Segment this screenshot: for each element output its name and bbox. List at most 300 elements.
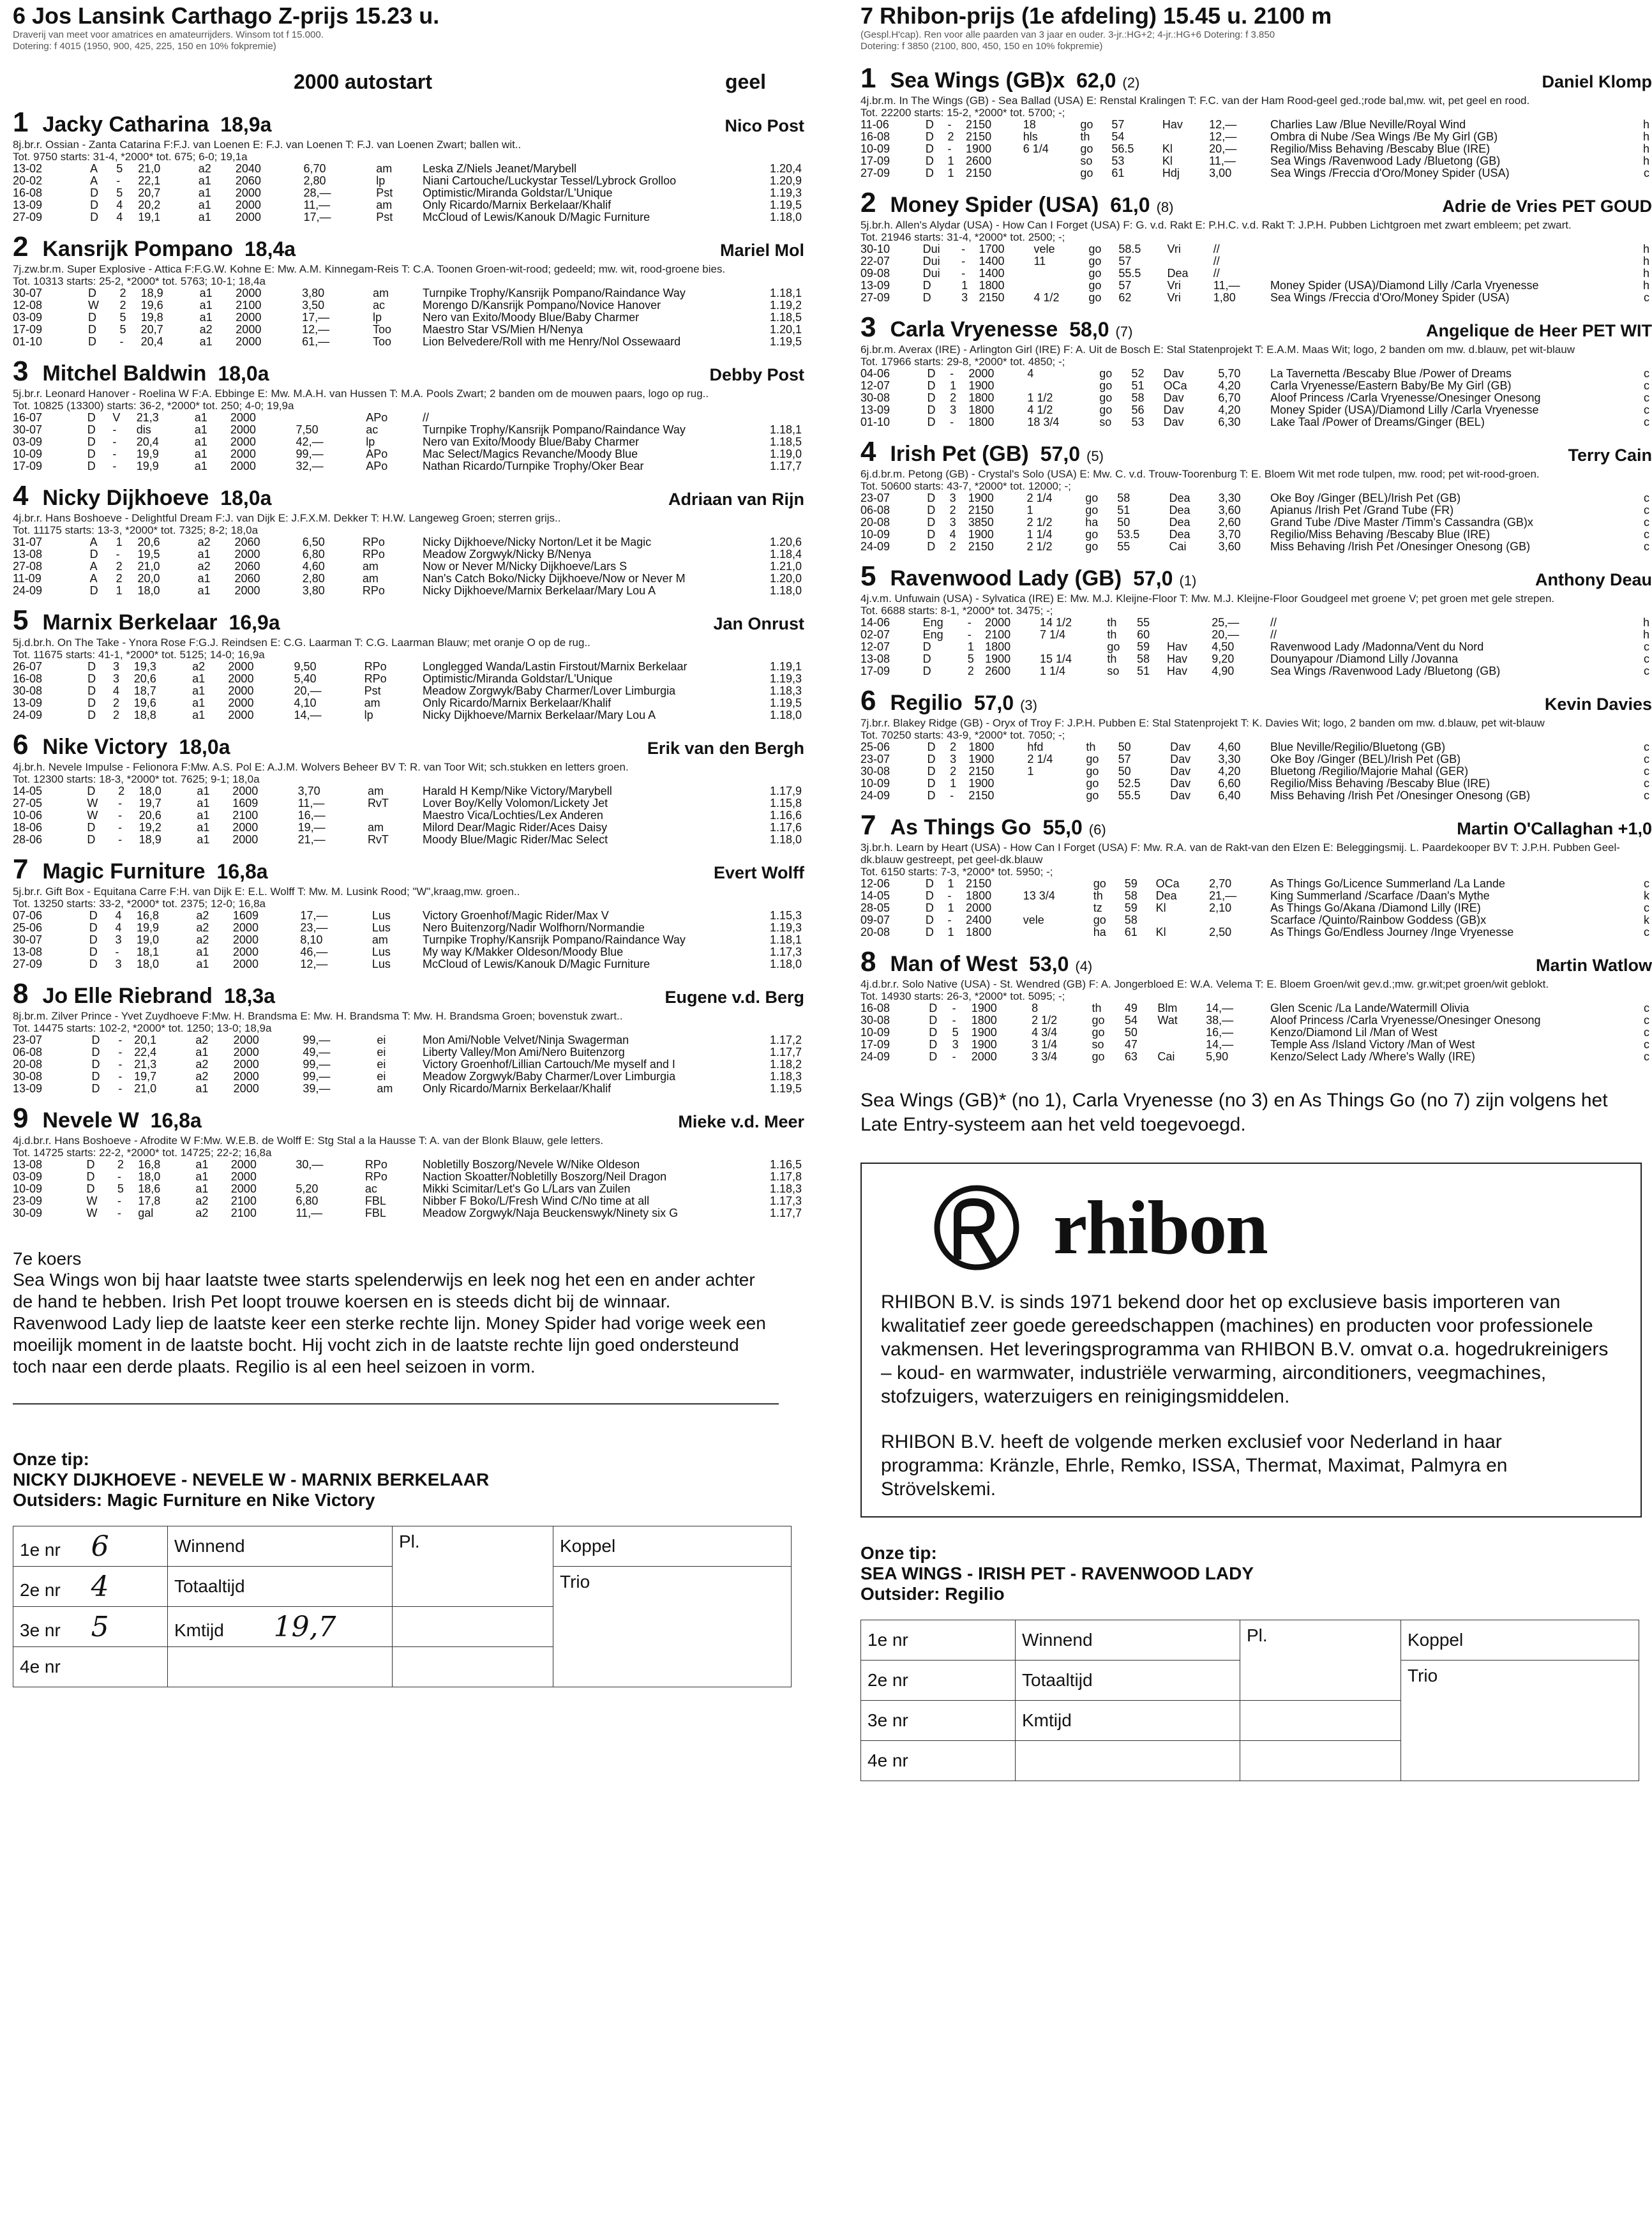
form-row	[860, 255, 1652, 267]
form-cell: 23-07	[860, 753, 890, 765]
form-cell: 1.17,6	[769, 821, 802, 834]
form-cell: Dui	[922, 255, 940, 267]
form-cell: go	[1085, 492, 1099, 504]
form-cell: 6,80	[296, 1194, 319, 1207]
horse-name: Kansrijk Pompano	[42, 237, 233, 261]
form-cell: -	[117, 1207, 121, 1219]
jockey-name: Erik van den Bergh	[647, 739, 804, 758]
form-cell: Dea	[1169, 504, 1190, 516]
horse-name-line	[860, 312, 1132, 343]
form-row	[13, 685, 804, 697]
form-row	[860, 492, 1652, 504]
horse-number: 5	[13, 605, 29, 636]
form-cell: Hdj	[1162, 167, 1180, 179]
form-cell: 14-05	[860, 889, 890, 902]
form-cell: W	[87, 809, 98, 822]
form-row	[860, 529, 1652, 541]
form-cell: lp	[373, 311, 382, 324]
form-cell: 39,—	[303, 1082, 331, 1095]
rhibon-emblem-icon	[919, 1177, 1047, 1279]
horse-pedigree: 8j.br.r. Ossian - Zanta Catarina F:F.J. van Loenen E: F.J. van Loenen T: F.J. van Loenen Zwart; ballen wit..	[13, 139, 522, 151]
form-cell: 3	[115, 958, 122, 970]
form-cell	[1156, 914, 1210, 926]
form-cell: ei	[377, 1058, 386, 1071]
form-cell: Dea	[1169, 492, 1190, 504]
form-row	[13, 822, 804, 834]
horse-rating: 57,0	[1040, 442, 1081, 465]
form-cell	[1033, 267, 1088, 280]
form-cell: 12-08	[13, 299, 43, 312]
form-row	[13, 785, 804, 797]
horse-entry	[860, 685, 1652, 802]
form-cell: Lake Taal /Power of Dreams/Ginger (BEL)	[1270, 416, 1485, 428]
form-cell: D	[925, 926, 934, 938]
form-cell: D	[927, 777, 936, 790]
horse-header	[13, 605, 804, 636]
form-cell: 4	[116, 199, 123, 211]
box-kmtijd[interactable]: Kmtijd	[1016, 1701, 1240, 1741]
form-cell: 17-09	[13, 323, 43, 336]
box-winnend[interactable]: Winnend	[1016, 1620, 1240, 1661]
form-cell: go	[1092, 1026, 1105, 1039]
form-cell: c	[1644, 391, 1649, 404]
form-cell: 19,9	[136, 460, 159, 472]
form-cell: D	[91, 1082, 100, 1095]
form-row	[13, 585, 804, 597]
form-cell: 13-09	[13, 697, 43, 709]
form-cell: 16-08	[13, 186, 43, 199]
form-row	[860, 778, 1652, 790]
horse-totals: Tot. 14475 starts: 102-2, *2000* tot. 1250; 13-0; 18,9a	[13, 1022, 272, 1034]
form-cell: 16,—	[1206, 1026, 1234, 1039]
form-cell: a2	[197, 560, 211, 573]
horse-number: 7	[860, 810, 876, 841]
box-totaaltijd[interactable]: Totaaltijd	[168, 1567, 393, 1607]
form-cell: D	[88, 311, 97, 324]
comment-title: 7e koers	[13, 1249, 82, 1269]
horse-pedigree: 5j.d.br.h. On The Take - Ynora Rose F:G.J. Reindsen E: C.G. Laarman T: C.G. Laarman Blauw; met oranje O op de rug..	[13, 636, 590, 649]
form-cell: go	[1088, 279, 1102, 292]
horse-name: Marnix Berkelaar	[42, 610, 218, 635]
form-cell: 58	[1137, 652, 1150, 665]
form-cell: Money Spider (USA)/Diamond Lilly /Carla Vryenesse	[1270, 279, 1539, 292]
form-cell: 1609	[232, 909, 259, 922]
box-empty	[393, 1647, 553, 1687]
race-conditions: Draverij van meet voor amatrices en amateurrijders. Winsom tot f 15.000.	[13, 29, 324, 40]
form-cell: Nan's Catch Boko/Nicky Dijkhoeve/Now or Never M	[423, 572, 686, 585]
form-cell: go	[1099, 391, 1113, 404]
form-cell: 1	[967, 640, 974, 653]
form-cell: 1.18,3	[769, 684, 802, 697]
form-cell: 23-07	[860, 492, 890, 504]
box-koppel[interactable]: Koppel	[553, 1526, 792, 1567]
form-cell: 4,10	[294, 697, 317, 709]
form-cell: c	[1644, 167, 1649, 179]
form-row	[13, 211, 804, 223]
form-cell: //	[423, 411, 430, 424]
form-row	[13, 199, 804, 211]
form-cell: D	[91, 1070, 100, 1083]
form-cell: 50	[1118, 741, 1131, 753]
form-cell: 13-09	[860, 403, 890, 416]
box-empty	[168, 1647, 393, 1687]
form-cell: -	[118, 1058, 123, 1071]
form-cell: 1	[950, 777, 957, 790]
box-row-label: 2e nr 4	[13, 1567, 168, 1607]
box-trio[interactable]: Trio	[553, 1567, 792, 1687]
form-cell: 14,—	[1206, 1038, 1234, 1051]
horse-totals: Tot. 21946 starts: 31-4, *2000* tot. 2500; -;	[860, 231, 1065, 243]
form-cell: 10-09	[860, 528, 890, 541]
form-cell: Kl	[1155, 901, 1166, 914]
form-cell: D	[927, 753, 936, 765]
form-cell: 3	[950, 753, 957, 765]
horse-name: Nevele W	[42, 1108, 139, 1133]
form-row	[860, 404, 1652, 416]
form-row	[860, 641, 1652, 653]
form-cell: -	[117, 1170, 121, 1183]
form-row	[860, 1039, 1652, 1051]
form-cell: 10-09	[860, 142, 890, 155]
form-table	[13, 910, 804, 970]
form-cell: D	[927, 379, 936, 392]
form-cell: 1.17,3	[769, 945, 802, 958]
form-cell: 99,—	[303, 1034, 331, 1046]
horse-header	[13, 729, 804, 761]
form-cell: 1	[116, 584, 123, 597]
form-cell: 1.19,3	[769, 672, 802, 685]
horse-header	[13, 480, 804, 512]
form-cell: Nibber F Boko/L/Fresh Wind C/No time at all	[423, 1194, 650, 1207]
form-cell: 2150	[968, 765, 995, 778]
form-cell: 2000	[230, 1158, 257, 1171]
form-cell: 03-09	[13, 1170, 43, 1183]
form-cell: 1609	[232, 797, 259, 810]
form-cell: 5	[119, 311, 126, 324]
late-entry-note: Sea Wings (GB)* (no 1), Carla Vryenesse (no 3) en As Things Go (no 7) zijn volgens het Late Entry-systeem aan het veld toegevoegd.	[860, 1090, 1608, 1135]
form-cell: 2000	[235, 211, 261, 223]
form-cell: D	[88, 287, 97, 299]
horse-name-line	[13, 978, 282, 1010]
form-cell: 11,—	[1213, 279, 1240, 292]
form-cell: 2	[118, 785, 125, 797]
form-cell: am	[362, 572, 379, 585]
form-cell: 1.20,6	[769, 536, 802, 548]
form-cell: D	[922, 640, 931, 653]
jockey-name: Evert Wolff	[713, 863, 804, 882]
form-cell: th	[1093, 889, 1103, 902]
form-cell: Meadow Zorgwyk/Nicky B/Nenya	[423, 548, 592, 561]
form-cell: 2000	[230, 1182, 257, 1195]
form-cell: 1900	[966, 142, 992, 155]
horse-name-line	[13, 854, 274, 885]
left-column	[13, 0, 804, 1687]
form-cell: 20,2	[138, 199, 161, 211]
form-table	[860, 243, 1652, 304]
form-cell: go	[1088, 243, 1102, 255]
form-cell: Nobletilly Boszorg/Nevele W/Nike Oldeson	[423, 1158, 640, 1171]
form-cell: c	[1644, 379, 1649, 392]
form-cell: 31-07	[13, 536, 43, 548]
form-cell: Regilio/Miss Behaving /Bescaby Blue (IRE)	[1270, 142, 1491, 155]
form-row	[860, 790, 1652, 802]
form-cell: a2	[195, 1194, 209, 1207]
box-pl[interactable]: Pl.	[1240, 1620, 1401, 1701]
form-cell: h	[1642, 154, 1649, 167]
form-cell: 27-09	[860, 291, 890, 304]
form-cell: D	[87, 785, 96, 797]
horse-totals: Tot. 12300 starts: 18-3, *2000* tot. 7625; 9-1; 18,0a	[13, 773, 260, 785]
form-row	[860, 392, 1652, 404]
form-cell: 2	[949, 504, 956, 516]
form-cell: W	[86, 1194, 98, 1207]
form-cell: D	[87, 697, 96, 709]
form-cell: 1	[947, 877, 954, 890]
form-cell: 20,4	[136, 435, 159, 448]
form-cell: 58	[1117, 492, 1130, 504]
horse-header	[13, 231, 804, 263]
form-cell: 4	[115, 909, 122, 922]
form-cell: 3	[952, 1038, 959, 1051]
form-cell: 02-07	[860, 628, 890, 641]
race-title: 6 Jos Lansink Carthago Z-prijs 15.23 u.	[13, 3, 440, 29]
form-cell: Cai	[1169, 540, 1187, 553]
rhibon-wordmark: rhibon	[1053, 1185, 1267, 1270]
form-cell: a1	[194, 411, 207, 424]
form-cell: 1.19,5	[769, 199, 802, 211]
form-cell: 1	[947, 154, 954, 167]
form-cell: c	[1644, 540, 1649, 553]
form-cell: D	[922, 652, 931, 665]
form-cell: k	[1644, 914, 1649, 926]
form-cell: Ombra di Nube /Sea Wings /Be My Girl (GB)	[1270, 130, 1498, 143]
horse-number: 3	[13, 356, 29, 387]
form-cell: 2100	[985, 628, 1011, 641]
form-cell: 11,—	[1209, 154, 1236, 167]
form-cell	[757, 412, 804, 424]
form-cell: 38,—	[1206, 1014, 1234, 1027]
form-row	[860, 741, 1652, 753]
horse-entry	[13, 480, 804, 597]
form-cell	[1270, 267, 1605, 280]
form-cell: Optimistic/Miranda Goldstar/L'Unique	[423, 186, 613, 199]
horse-entry	[860, 810, 1652, 938]
horse-totals: Tot. 14725 starts: 22-2, *2000* tot. 14725; 22-2; 16,8a	[13, 1147, 272, 1159]
form-cell: Sea Wings /Ravenwood Lady /Bluetong (GB)	[1270, 154, 1501, 167]
box-koppel[interactable]: Koppel	[1401, 1620, 1639, 1661]
horse-number: 3	[860, 312, 876, 343]
form-cell: th	[1092, 1002, 1102, 1014]
form-cell: 51	[1131, 379, 1145, 392]
form-cell: D	[87, 672, 96, 685]
form-cell: 1.20,0	[769, 572, 802, 585]
horse-totals: Tot. 9750 starts: 31-4, *2000* tot. 675; 6-0; 19,1a	[13, 151, 248, 163]
form-row	[860, 1051, 1652, 1063]
form-cell: D	[925, 877, 934, 890]
race-prize: Dotering: f 3850 (2100, 800, 450, 150 en 10% fokpremie)	[860, 41, 1103, 52]
form-cell: 1400	[979, 267, 1005, 280]
form-cell: -	[961, 267, 966, 280]
form-cell: Dav	[1170, 789, 1191, 802]
box-trio[interactable]: Trio	[1401, 1661, 1639, 1781]
form-cell: 6 1/4	[1023, 142, 1049, 155]
form-cell: 2000	[230, 448, 256, 460]
form-cell: 2000	[233, 1034, 259, 1046]
form-cell: 30,—	[296, 1158, 324, 1171]
form-cell: //	[1270, 628, 1277, 641]
form-cell: a1	[194, 423, 207, 436]
form-cell: 58	[1131, 391, 1145, 404]
form-cell: Nero Buitenzorg/Nadir Wolfhorn/Normandie	[423, 921, 645, 934]
box-pl[interactable]: Pl.	[393, 1526, 553, 1607]
form-cell: 2	[119, 287, 126, 299]
form-cell: a1	[195, 1046, 209, 1058]
form-row	[860, 629, 1652, 641]
form-cell: 3,60	[1218, 540, 1241, 553]
form-row	[860, 243, 1652, 255]
form-cell: go	[1088, 255, 1102, 267]
form-cell: Sea Wings /Freccia d'Oro/Money Spider (USA)	[1270, 291, 1510, 304]
form-cell: 5,20	[296, 1182, 319, 1195]
box-row-label: 1e nr	[861, 1620, 1016, 1661]
horse-totals: Tot. 10313 starts: 25-2, *2000* tot. 5763; 10-1; 18,4a	[13, 275, 266, 287]
form-cell: 61	[1111, 167, 1125, 179]
form-cell: D	[86, 1170, 95, 1183]
form-cell: 1900	[971, 1038, 997, 1051]
form-cell: McCloud of Lewis/Kanouk D/Magic Furniture	[423, 211, 650, 223]
form-cell: 21,—	[297, 833, 326, 846]
form-row	[13, 324, 804, 336]
form-cell: -	[950, 416, 954, 428]
horse-entry	[13, 356, 804, 472]
form-cell: 2000	[230, 423, 256, 436]
form-cell: 1900	[971, 1026, 997, 1039]
form-cell: -	[112, 460, 117, 472]
form-cell: Only Ricardo/Marnix Berkelaar/Khalif	[423, 697, 612, 709]
form-cell: 1.17,7	[769, 1207, 802, 1219]
form-cell: Nicky Dijkhoeve/Marnix Berkelaar/Mary Lou A	[423, 584, 656, 597]
form-row	[860, 1002, 1652, 1014]
form-cell: 21,0	[137, 560, 160, 573]
form-cell: 18	[1023, 118, 1036, 131]
form-cell: 2000	[232, 933, 259, 946]
box-winnend[interactable]: Winnend	[168, 1526, 393, 1567]
form-cell: 51	[1117, 504, 1130, 516]
form-cell: ac	[373, 299, 386, 312]
form-cell: D	[89, 921, 98, 934]
form-cell: Vri	[1167, 279, 1181, 292]
form-cell: 01-10	[13, 335, 43, 348]
form-cell: 5,70	[1218, 367, 1241, 380]
form-cell: a2	[195, 1207, 209, 1219]
form-cell: Maestro Vica/Lochties/Lex Anderen	[423, 809, 603, 822]
form-cell: 4,60	[1218, 741, 1241, 753]
form-cell: 2000	[236, 287, 262, 299]
form-cell: 7 1/4	[1039, 628, 1066, 641]
form-cell: 2060	[235, 174, 261, 187]
form-cell	[1023, 167, 1081, 179]
form-cell: 10-09	[13, 1182, 43, 1195]
form-cell: 1.16,6	[769, 809, 802, 822]
form-row	[13, 1058, 804, 1071]
form-cell: 19,6	[140, 299, 163, 312]
tip-label: Onze tip:	[860, 1543, 937, 1563]
form-cell: 18,9	[140, 287, 163, 299]
form-cell: h	[1642, 616, 1649, 629]
horse-number: 6	[860, 685, 876, 716]
form-cell: 06-08	[13, 1046, 43, 1058]
form-cell: 18,1	[136, 945, 160, 958]
form-cell: 23-09	[13, 1194, 43, 1207]
form-cell: 2	[950, 741, 957, 753]
form-cell: Victory Groenhof/Magic Rider/Max V	[423, 909, 609, 922]
form-cell: go	[1086, 753, 1099, 765]
form-row	[13, 175, 804, 187]
form-cell: APo	[366, 460, 388, 472]
form-table	[860, 741, 1652, 802]
form-cell: As Things Go/Licence Summerland /La Lande	[1270, 877, 1505, 890]
form-cell: Moody Blue/Magic Rider/Mac Select	[423, 833, 608, 846]
form-table	[13, 536, 804, 597]
form-cell: W	[86, 1207, 98, 1219]
form-cell: 3,50	[302, 299, 325, 312]
form-cell: a1	[195, 1082, 209, 1095]
form-cell: D	[927, 741, 936, 753]
box-totaaltijd[interactable]: Totaaltijd	[1016, 1661, 1240, 1701]
form-cell: 14 1/2	[1039, 616, 1072, 629]
form-cell: am	[364, 697, 380, 709]
form-cell: a2	[195, 1070, 209, 1083]
form-cell: c	[1644, 291, 1649, 304]
form-cell: Dav	[1170, 777, 1191, 790]
form-cell: 1.18,5	[769, 311, 802, 324]
form-cell: -	[118, 797, 123, 810]
form-row	[860, 653, 1652, 665]
form-cell: 1 1/4	[1039, 665, 1066, 677]
form-cell: go	[1080, 142, 1093, 155]
form-cell: 1 1/4	[1026, 528, 1053, 541]
form-cell: -	[115, 945, 119, 958]
form-cell: c	[1644, 1014, 1649, 1027]
form-cell: 55.5	[1118, 267, 1141, 280]
form-row	[13, 1083, 804, 1095]
form-cell: go	[1107, 640, 1120, 653]
form-cell: Kl	[1155, 926, 1166, 938]
form-table	[860, 878, 1652, 938]
form-cell: D	[925, 130, 934, 143]
form-cell: 1	[961, 279, 968, 292]
form-cell: 1.17,7	[769, 460, 802, 472]
form-cell: D	[87, 709, 96, 721]
form-cell: 12-07	[860, 640, 890, 653]
form-row	[860, 380, 1652, 392]
form-row	[13, 163, 804, 175]
form-cell: 1.19,5	[769, 697, 802, 709]
form-cell: c	[1644, 753, 1649, 765]
form-cell: 20,—	[1212, 628, 1240, 641]
form-cell: 15 1/4	[1039, 652, 1072, 665]
form-cell: D	[87, 684, 96, 697]
form-cell: 25-06	[13, 921, 43, 934]
form-cell: c	[1644, 504, 1649, 516]
form-cell: ac	[364, 1182, 377, 1195]
horse-pedigree: 4j.d.br.r. Solo Native (USA) - St. Wendred (GB) F: A. Jongerbloed E: W.A. Velema T: E. Bloem Groen/wit gev.d.;mw. gr.wit;pet groen/wit geblokt.	[860, 978, 1549, 990]
horse-name-line	[860, 561, 1196, 592]
form-cell: Turnpike Trophy/Kansrijk Pompano/Raindance Way	[423, 287, 686, 299]
form-cell: 4,20	[1218, 379, 1241, 392]
form-cell: D	[87, 460, 96, 472]
form-cell: D	[91, 1034, 100, 1046]
